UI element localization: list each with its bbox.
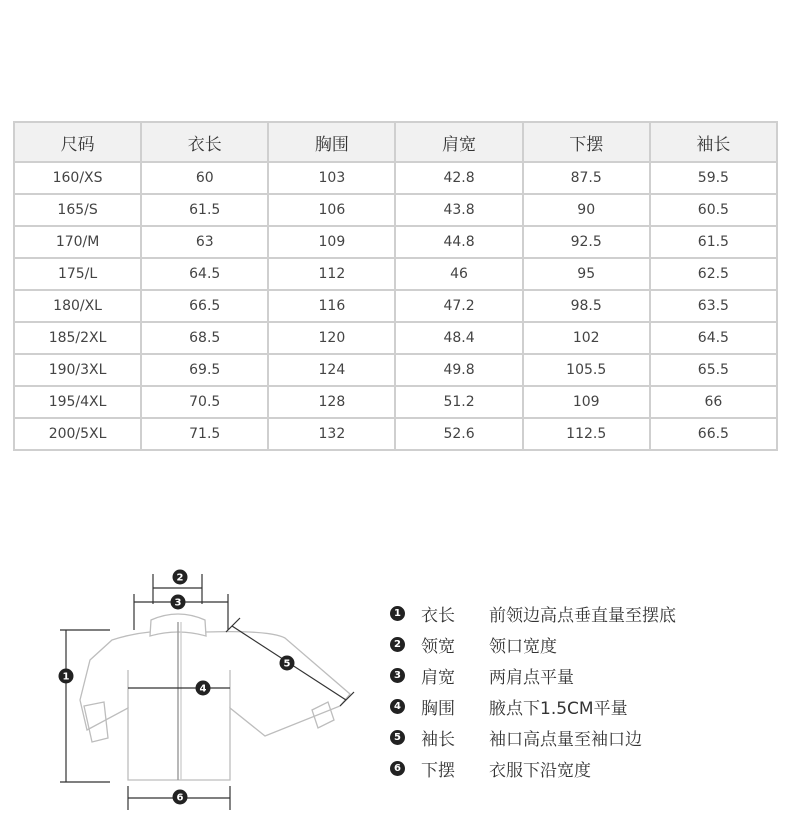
table-cell: 112 bbox=[268, 258, 395, 290]
marker-1 bbox=[59, 669, 74, 684]
right-cuff bbox=[312, 702, 334, 728]
table-cell: 105.5 bbox=[523, 354, 650, 386]
table-cell: 160/XS bbox=[14, 162, 141, 194]
legend-name: 下摆 bbox=[421, 761, 455, 781]
marker-3 bbox=[171, 595, 186, 610]
marker-4 bbox=[196, 681, 211, 696]
legend-description: 两肩点平量 bbox=[489, 668, 574, 688]
table-cell: 44.8 bbox=[395, 226, 522, 258]
table-cell: 63.5 bbox=[650, 290, 777, 322]
legend-number: 2 bbox=[390, 637, 405, 652]
table-row bbox=[14, 386, 777, 418]
table-cell: 69.5 bbox=[141, 354, 268, 386]
marker-5 bbox=[280, 656, 295, 671]
svg-text:6: 6 bbox=[176, 792, 184, 804]
svg-text:4: 4 bbox=[199, 683, 207, 695]
table-row bbox=[14, 162, 777, 194]
table-cell: 51.2 bbox=[395, 386, 522, 418]
legend-name: 领宽 bbox=[421, 637, 455, 657]
legend-item bbox=[390, 629, 676, 660]
marker-2 bbox=[173, 570, 188, 585]
table-cell: 92.5 bbox=[523, 226, 650, 258]
table-cell: 124 bbox=[268, 354, 395, 386]
table-cell: 175/L bbox=[14, 258, 141, 290]
legend-description: 前领边高点垂直量至摆底 bbox=[489, 606, 676, 626]
table-cell: 60.5 bbox=[650, 194, 777, 226]
table-header-row bbox=[14, 122, 777, 162]
table-cell: 112.5 bbox=[523, 418, 650, 450]
table-cell: 42.8 bbox=[395, 162, 522, 194]
table-cell: 64.5 bbox=[650, 322, 777, 354]
table-cell: 61.5 bbox=[650, 226, 777, 258]
table-cell: 98.5 bbox=[523, 290, 650, 322]
legend-description: 袖口高点量至袖口边 bbox=[489, 730, 642, 750]
table-row bbox=[14, 418, 777, 450]
legend-number: 6 bbox=[390, 761, 405, 776]
svg-text:3: 3 bbox=[174, 597, 182, 609]
marker-6 bbox=[173, 790, 188, 805]
left-cuff bbox=[84, 702, 108, 742]
table-cell: 195/4XL bbox=[14, 386, 141, 418]
table-body bbox=[14, 162, 777, 450]
table-cell: 120 bbox=[268, 322, 395, 354]
table-cell: 170/M bbox=[14, 226, 141, 258]
legend-number: 1 bbox=[390, 606, 405, 621]
table-cell: 87.5 bbox=[523, 162, 650, 194]
legend-number: 3 bbox=[390, 668, 405, 683]
measurement-legend bbox=[390, 598, 676, 784]
header-sleeve: 袖长 bbox=[650, 122, 777, 162]
table-cell: 52.6 bbox=[395, 418, 522, 450]
table-cell: 90 bbox=[523, 194, 650, 226]
table-row bbox=[14, 258, 777, 290]
table-cell: 48.4 bbox=[395, 322, 522, 354]
legend-number: 5 bbox=[390, 730, 405, 745]
table-cell: 63 bbox=[141, 226, 268, 258]
header-chest: 胸围 bbox=[268, 122, 395, 162]
table-cell: 49.8 bbox=[395, 354, 522, 386]
table-cell: 46 bbox=[395, 258, 522, 290]
svg-text:2: 2 bbox=[176, 572, 184, 584]
table-cell: 71.5 bbox=[141, 418, 268, 450]
table-row bbox=[14, 354, 777, 386]
legend-name: 衣长 bbox=[421, 606, 455, 626]
table-cell: 43.8 bbox=[395, 194, 522, 226]
table-row bbox=[14, 194, 777, 226]
table-cell: 103 bbox=[268, 162, 395, 194]
legend-item bbox=[390, 691, 676, 722]
legend-name: 袖长 bbox=[421, 730, 455, 750]
jacket-body bbox=[80, 632, 350, 780]
legend-item bbox=[390, 722, 676, 753]
table-cell: 95 bbox=[523, 258, 650, 290]
table-row bbox=[14, 226, 777, 258]
table-cell: 109 bbox=[268, 226, 395, 258]
table-cell: 109 bbox=[523, 386, 650, 418]
legend-description: 腋点下1.5CM平量 bbox=[489, 699, 628, 719]
table-cell: 165/S bbox=[14, 194, 141, 226]
header-size: 尺码 bbox=[14, 122, 141, 162]
table-cell: 64.5 bbox=[141, 258, 268, 290]
table-cell: 132 bbox=[268, 418, 395, 450]
legend-description: 衣服下沿宽度 bbox=[489, 761, 591, 781]
header-length: 衣长 bbox=[141, 122, 268, 162]
table-cell: 60 bbox=[141, 162, 268, 194]
table-cell: 62.5 bbox=[650, 258, 777, 290]
table-cell: 102 bbox=[523, 322, 650, 354]
legend-number: 4 bbox=[390, 699, 405, 714]
table-cell: 185/2XL bbox=[14, 322, 141, 354]
legend-item bbox=[390, 598, 676, 629]
table-cell: 190/3XL bbox=[14, 354, 141, 386]
table-cell: 66 bbox=[650, 386, 777, 418]
svg-text:5: 5 bbox=[283, 658, 291, 670]
table-cell: 106 bbox=[268, 194, 395, 226]
legend-name: 胸围 bbox=[421, 699, 455, 719]
table-cell: 116 bbox=[268, 290, 395, 322]
header-shoulder: 肩宽 bbox=[395, 122, 522, 162]
jacket-diagram bbox=[50, 560, 370, 820]
legend-name: 肩宽 bbox=[421, 668, 455, 688]
table-cell: 47.2 bbox=[395, 290, 522, 322]
table-row bbox=[14, 322, 777, 354]
size-table bbox=[13, 121, 778, 451]
table-cell: 65.5 bbox=[650, 354, 777, 386]
table-cell: 66.5 bbox=[141, 290, 268, 322]
table-cell: 180/XL bbox=[14, 290, 141, 322]
table-cell: 59.5 bbox=[650, 162, 777, 194]
table-cell: 70.5 bbox=[141, 386, 268, 418]
table-cell: 200/5XL bbox=[14, 418, 141, 450]
table-cell: 68.5 bbox=[141, 322, 268, 354]
table-cell: 66.5 bbox=[650, 418, 777, 450]
table-cell: 128 bbox=[268, 386, 395, 418]
svg-text:1: 1 bbox=[62, 671, 70, 683]
table-row bbox=[14, 290, 777, 322]
legend-item bbox=[390, 753, 676, 784]
table-cell: 61.5 bbox=[141, 194, 268, 226]
header-hem: 下摆 bbox=[523, 122, 650, 162]
legend-description: 领口宽度 bbox=[489, 637, 557, 657]
legend-item bbox=[390, 660, 676, 691]
